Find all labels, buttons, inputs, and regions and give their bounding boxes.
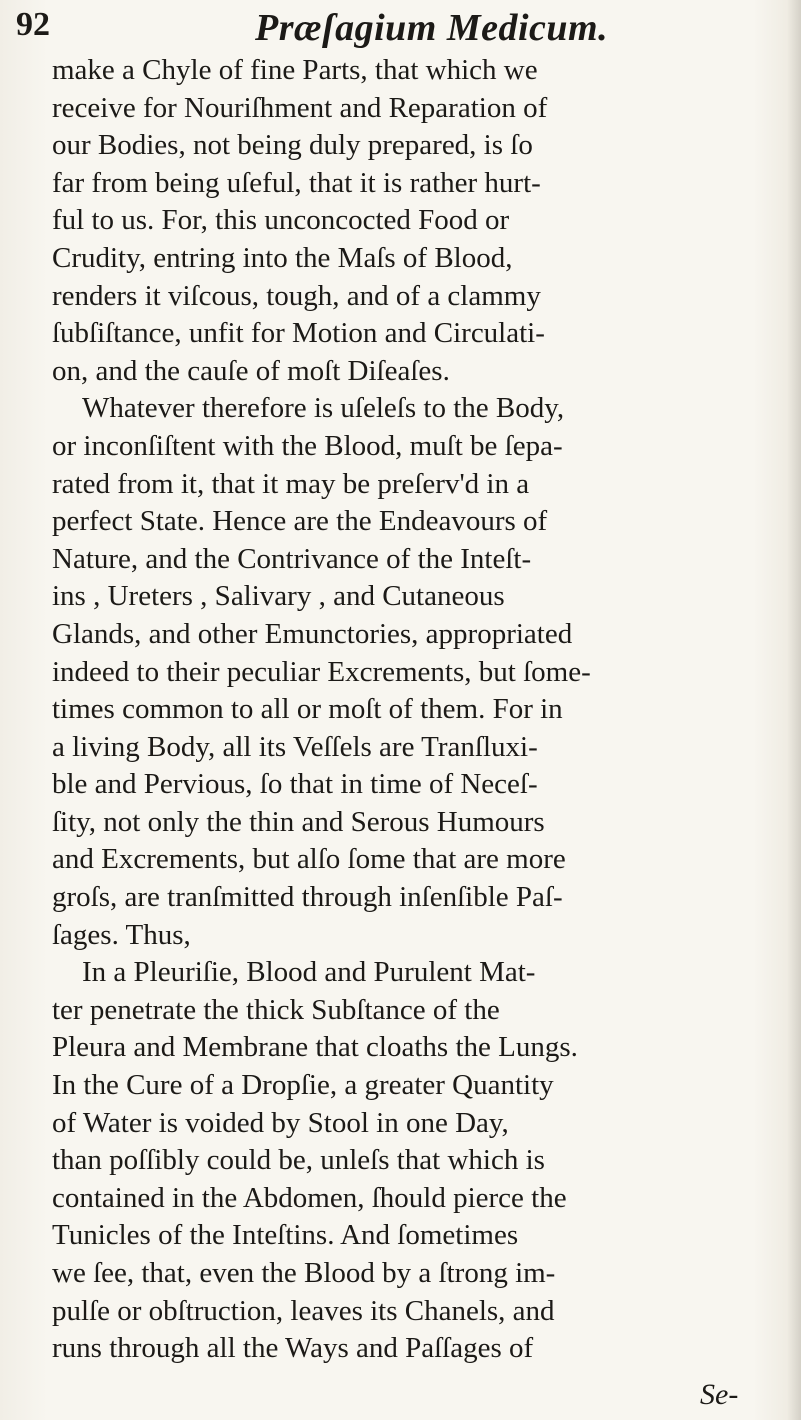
page-edge-shadow xyxy=(787,0,801,1420)
text-line: make a Chyle of fine Parts, that which we xyxy=(52,54,538,86)
text-line: times common to all or moſt of them. For in xyxy=(52,693,563,726)
text-line: Nature, and the Contrivance of the Inteſt- xyxy=(52,542,532,575)
text-line: pulſe or obſtruction, leaves its Chanels, and xyxy=(52,1294,555,1327)
text-line: a living Body, all its Veſſels are Tranſluxi- xyxy=(52,730,538,763)
text-line: Tunicles of the Inteſtins. And ſometimes xyxy=(52,1219,519,1252)
text-line: Crudity, entring into the Maſs of Blood, xyxy=(52,241,513,274)
text-line: In a Pleuriſie, Blood and Purulent Mat- xyxy=(82,956,536,989)
text-line: ter penetrate the thick Subſtance of the xyxy=(52,993,500,1026)
text-line: we ſee, that, even the Blood by a ſtrong im- xyxy=(52,1257,556,1289)
text-line: or inconſiſtent with the Blood, muſt be ſepa- xyxy=(52,429,563,462)
text-line: contained in the Abdomen, ſhould pierce the xyxy=(52,1181,567,1214)
text-line: ſubſiſtance, unfit for Motion and Circulati- xyxy=(52,317,545,350)
text-line: Glands, and other Emunctories, appropriated xyxy=(52,617,573,650)
text-line: of Water is voided by Stool in one Day, xyxy=(52,1106,509,1139)
text-line: perfect State. Hence are the Endeavours of xyxy=(52,505,548,538)
text-line: on, and the cauſe of moſt Diſeaſes. xyxy=(52,354,450,387)
text-line: indeed to their peculiar Excrements, but ſome- xyxy=(52,655,591,688)
text-line: far from being uſeful, that it is rather hurt- xyxy=(52,166,541,199)
text-line: runs through all the Ways and Paſſages of xyxy=(52,1332,534,1365)
text-line: Whatever therefore is uſeleſs to the Body, xyxy=(82,392,565,425)
text-line: renders it viſcous, tough, and of a clammy xyxy=(52,279,541,312)
text-line: receive for Nouriſhment and Reparation of xyxy=(52,91,548,124)
text-line: and Excrements, but alſo ſome that are more xyxy=(52,843,566,876)
text-line: groſs, are tranſmitted through inſenſible Paſ- xyxy=(52,881,563,914)
text-line: ins , Ureters , Salivary , and Cutaneous xyxy=(52,580,505,613)
text-line: our Bodies, not being duly prepared, is ſo xyxy=(52,129,533,162)
catchword: Se- xyxy=(700,1378,739,1411)
text-line: ſity, not only the thin and Serous Humours xyxy=(52,805,545,838)
text-line: ble and Pervious, ſo that in time of Neceſ- xyxy=(52,768,538,801)
body-text xyxy=(52,52,772,1368)
page-number: 92 xyxy=(16,6,50,43)
text-line: ſages. Thus, xyxy=(52,918,191,951)
text-line: ful to us. For, this unconcocted Food or xyxy=(52,204,510,237)
text-line: Pleura and Membrane that cloaths the Lungs. xyxy=(52,1031,578,1064)
text-line: In the Cure of a Dropſie, a greater Quantity xyxy=(52,1069,554,1102)
text-line: rated from it, that it may be preſerv'd in a xyxy=(52,467,530,500)
text-line: than poſſibly could be, unleſs that which is xyxy=(52,1144,545,1177)
running-head: Præſagium Medicum. xyxy=(255,7,609,49)
